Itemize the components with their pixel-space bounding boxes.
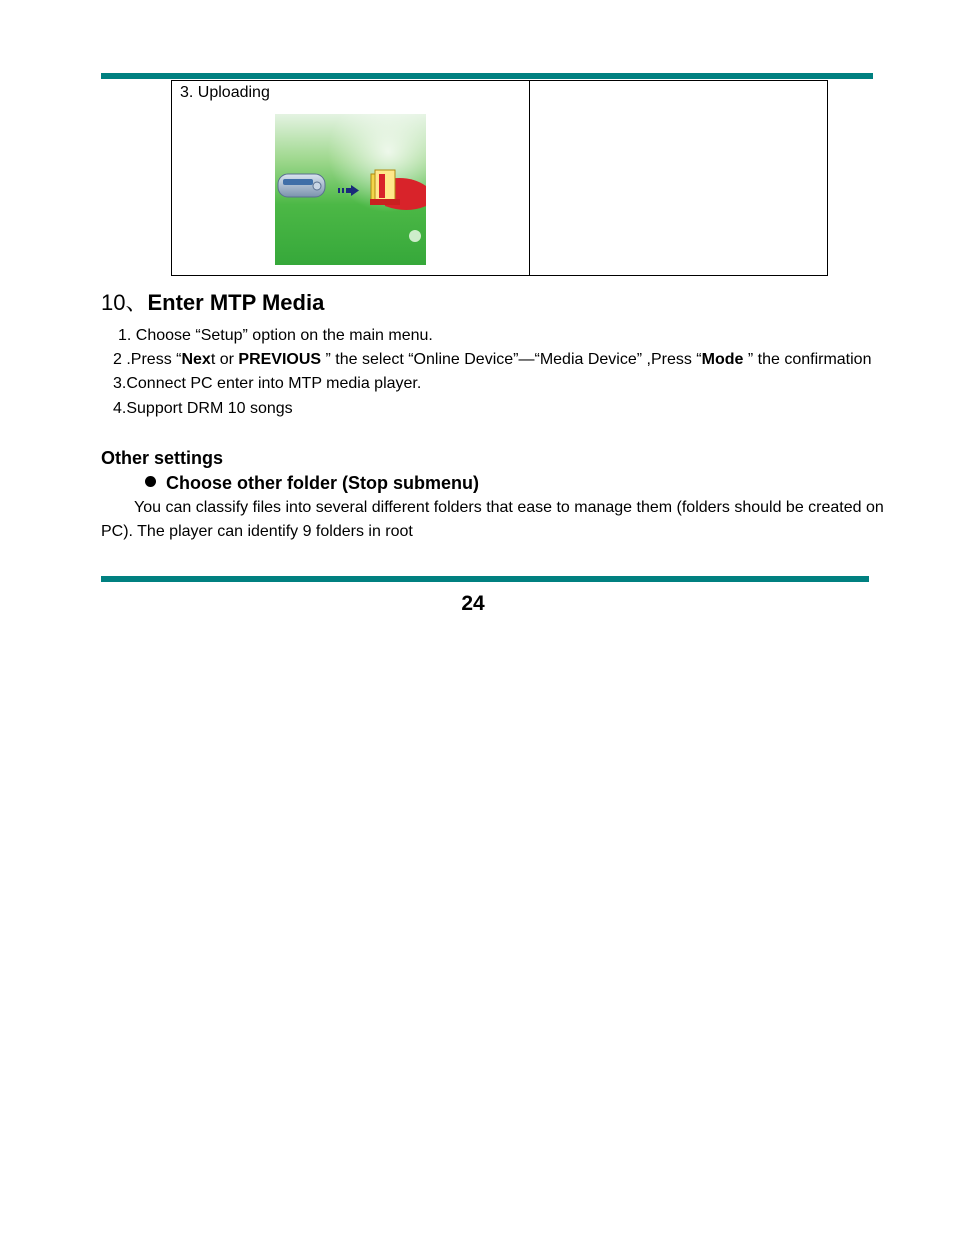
- player-device-icon: [278, 174, 325, 197]
- step-4: 4.Support DRM 10 songs: [113, 400, 293, 417]
- step-1: 1. Choose “Setup” option on the main menu.: [118, 327, 433, 344]
- step-2-part: ” the confirmation: [743, 351, 872, 368]
- bullet-item: [145, 473, 479, 494]
- top-rule: [101, 73, 873, 79]
- step-2-previous: PREVIOUS: [238, 351, 322, 368]
- step-2-part: 2 .Press “: [113, 351, 182, 368]
- bullet-text: Choose other folder (Stop submenu): [166, 473, 479, 493]
- uploading-screenshot: [275, 114, 426, 265]
- bottom-rule: [101, 576, 869, 582]
- table-divider: [529, 81, 530, 275]
- step-2-mode: Mode: [701, 351, 744, 368]
- step-2-next: Nex: [181, 351, 211, 368]
- section-title: Enter MTP Media: [147, 290, 325, 315]
- uploading-illustration: [275, 114, 426, 265]
- page-number: 24: [461, 592, 485, 615]
- other-settings-heading: Other settings: [101, 448, 224, 468]
- step-2-part: ” the select “Online Device”—“Media Device” ,Press “: [321, 351, 702, 368]
- step-2-part: t or: [210, 351, 239, 368]
- illustration-table: [171, 80, 828, 276]
- body-paragraph: You can classify files into several different folders that ease to manage them (folders should be created on PC). The player can identify 9 folders in root: [101, 499, 884, 540]
- cell-label: 3. Uploading: [180, 84, 270, 101]
- section-heading: [101, 286, 324, 317]
- step-3: 3.Connect PC enter into MTP media player.: [113, 375, 422, 392]
- step-2: [113, 351, 871, 369]
- section-number: 10、: [101, 290, 148, 315]
- bullet-dot-icon: [145, 476, 156, 487]
